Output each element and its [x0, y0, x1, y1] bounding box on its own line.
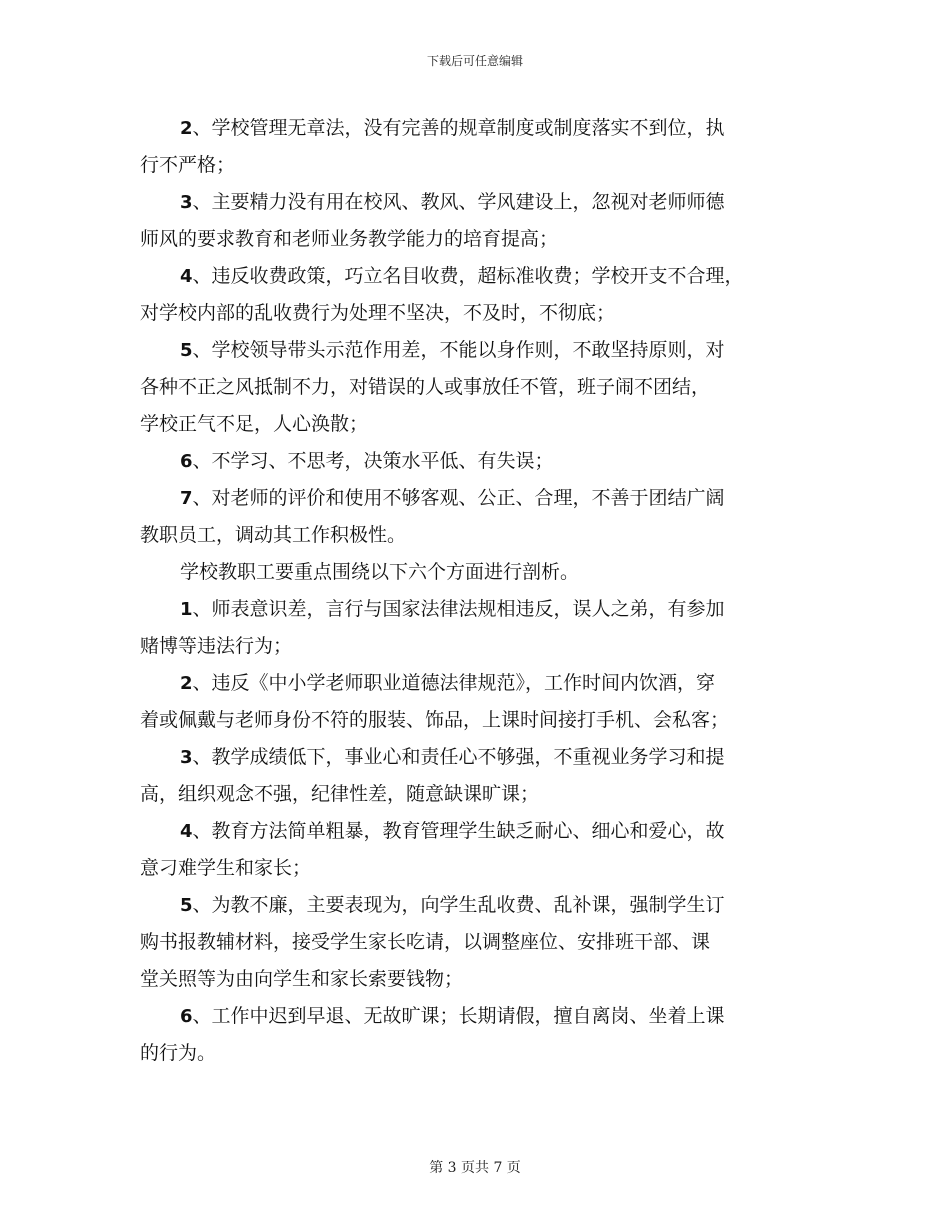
line-text: 、学校领导带头示范作用差，不能以身作则，不敢坚持原则，对: [192, 339, 725, 361]
paragraph-line: [140, 998, 810, 1035]
line-text: 学校教职工要重点围绕以下六个方面进行剖析。: [180, 561, 580, 583]
line-text: 、不学习、不思考，决策水平低、有失误；: [192, 450, 554, 472]
paragraph: [140, 443, 810, 480]
line-text: 意刁难学生和家长；: [140, 857, 312, 879]
paragraph-line: [140, 221, 810, 258]
paragraph-line: [140, 776, 810, 813]
line-text: 学校正气不足，人心涣散；: [140, 413, 369, 435]
paragraph-line: [140, 961, 810, 998]
item-number: 5: [180, 895, 193, 916]
line-text: 、对老师的评价和使用不够客观、公正、合理，不善于团结广阔: [192, 487, 725, 509]
paragraph-line: [140, 110, 810, 147]
paragraph-line: [140, 369, 810, 406]
paragraph-line: [140, 813, 810, 850]
line-text: 师风的要求教育和老师业务教学能力的培育提高；: [140, 228, 559, 250]
paragraph: [140, 480, 810, 554]
item-number: 6: [180, 451, 193, 472]
paragraph-line: [140, 628, 810, 665]
paragraph-line: [140, 591, 810, 628]
line-text: 行不严格；: [140, 154, 236, 176]
line-text: 对学校内部的乱收费行为处理不坚决，不及时，不彻底；: [140, 302, 616, 324]
paragraph-line: [140, 554, 810, 591]
item-number: 4: [180, 821, 193, 842]
paragraph-line: [140, 665, 810, 702]
paragraph-line: [140, 184, 810, 221]
item-number: 2: [180, 673, 193, 694]
line-text: 、违反《中小学老师职业道德法律规范》，工作时间内饮酒，穿: [192, 672, 716, 694]
paragraph-line: [140, 850, 810, 887]
paragraph: [140, 591, 810, 665]
line-text: 、学校管理无章法，没有完善的规章制度或制度落实不到位，执: [192, 117, 725, 139]
item-number: 3: [180, 192, 193, 213]
line-text: 各种不正之风抵制不力，对错误的人或事放任不管，班子闹不团结，: [140, 376, 711, 398]
line-text: 着或佩戴与老师身份不符的服装、饰品，上课时间接打手机、会私客；: [140, 709, 730, 731]
item-number: 4: [180, 266, 193, 287]
paragraph: [140, 998, 810, 1072]
paragraph: [140, 739, 810, 813]
line-text: 、工作中迟到早退、无故旷课；长期请假，擅自离岗、坐着上课: [192, 1005, 725, 1027]
paragraph-line: [140, 332, 810, 369]
page-footer: 第 3 页共 7 页: [429, 1160, 521, 1176]
page-header-note: 下载后可任意编辑: [426, 54, 523, 68]
line-text: 赌博等违法行为；: [140, 635, 293, 657]
paragraph-line: [140, 258, 810, 295]
paragraph-line: [140, 1035, 810, 1072]
item-number: 3: [180, 747, 193, 768]
paragraph-line: [140, 924, 810, 961]
line-text: 高，组织观念不强，纪律性差，随意缺课旷课；: [140, 783, 540, 805]
line-text: 的行为。: [140, 1042, 217, 1064]
paragraph: [140, 665, 810, 739]
paragraph: [140, 332, 810, 443]
paragraph-line: [140, 739, 810, 776]
item-number: 6: [180, 1006, 193, 1027]
line-text: 、主要精力没有用在校风、教风、学风建设上，忽视对老师师德: [192, 191, 725, 213]
line-text: 堂关照等为由向学生和家长索要钱物；: [140, 968, 464, 990]
line-text: 、为教不廉，主要表现为，向学生乱收费、乱补课，强制学生订: [192, 894, 725, 916]
paragraph-line: [140, 480, 810, 517]
line-text: 购书报教辅材料，接受学生家长吃请，以调整座位、安排班干部、课: [140, 931, 711, 953]
line-text: 、教育方法简单粗暴，教育管理学生缺乏耐心、细心和爱心，故: [192, 820, 725, 842]
item-number: 1: [180, 599, 193, 620]
paragraph: [140, 887, 810, 998]
paragraph-line: [140, 295, 810, 332]
paragraph-line: [140, 517, 810, 554]
line-text: 教职员工，调动其工作积极性。: [140, 524, 407, 546]
line-text: 、违反收费政策，巧立名目收费，超标准收费；学校开支不合理，: [192, 265, 744, 287]
paragraph: [140, 184, 810, 258]
paragraph: [140, 258, 810, 332]
paragraph: [140, 110, 810, 184]
paragraph-line: [140, 147, 810, 184]
line-text: 、教学成绩低下，事业心和责任心不够强，不重视业务学习和提: [192, 746, 725, 768]
paragraph: [140, 554, 810, 591]
item-number: 5: [180, 340, 193, 361]
document-body: [140, 110, 810, 1072]
paragraph-line: [140, 406, 810, 443]
item-number: 7: [180, 488, 193, 509]
line-text: 、师表意识差，言行与国家法律法规相违反，误人之弟，有参加: [192, 598, 725, 620]
paragraph: [140, 813, 810, 887]
paragraph-line: [140, 887, 810, 924]
item-number: 2: [180, 118, 193, 139]
paragraph-line: [140, 443, 810, 480]
paragraph-line: [140, 702, 810, 739]
